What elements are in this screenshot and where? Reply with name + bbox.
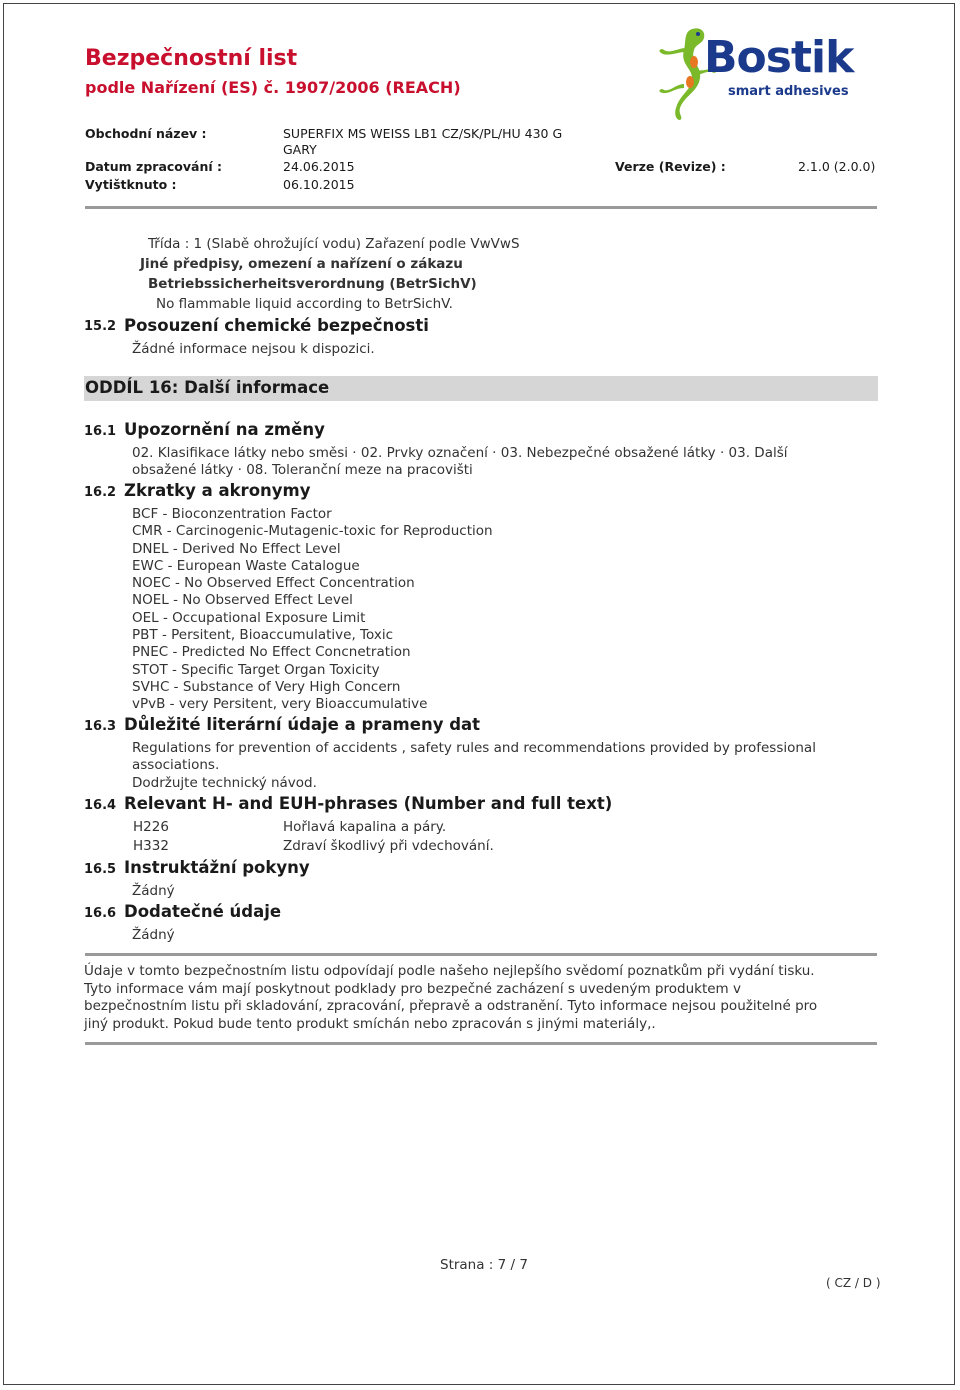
disclaimer-top-divider [85, 953, 877, 956]
disclaimer [84, 963, 879, 1033]
section-15-2-text: Žádné informace nejsou k dispozici. [132, 341, 375, 357]
section-16-title: ODDÍL 16: Další informace [85, 378, 330, 397]
other-regulations-heading: Jiné předpisy, omezení a nařízení o zákazu [140, 256, 463, 272]
list-item: EWC - European Waste Catalogue [132, 557, 360, 574]
section-16-3-line3: Dodržujte technický návod. [132, 775, 317, 791]
trade-name-value: SUPERFIX MS WEISS LB1 CZ/SK/PL/HU 430 G [283, 126, 563, 141]
section-16-1-line1: 02. Klasifikace látky nebo směsi · 02. Prvky označení · 03. Nebezpečné obsažené látky · 03. Další [132, 445, 788, 461]
section-16-4-number: 16.4 [84, 798, 117, 813]
section-16-6-number: 16.6 [84, 906, 117, 921]
list-item: OEL - Occupational Exposure Limit [132, 609, 366, 626]
list-item: vPvB - very Persitent, very Bioaccumulative [132, 696, 428, 713]
section-16-3-line2: associations. [132, 757, 220, 773]
page-number: Strana : 7 / 7 [440, 1257, 528, 1273]
version-label: Verze (Revize) : [615, 159, 726, 174]
header-divider [85, 206, 877, 209]
locale-code: ( CZ / D ) [826, 1276, 881, 1290]
list-item: NOEC - No Observed Effect Concentration [132, 575, 415, 592]
water-class-line: Třída : 1 (Slabě ohrožující vodu) Zařazení podle VwVwS [148, 236, 520, 252]
abbreviation-list [132, 506, 493, 714]
section-16-2-title: Zkratky a akronymy [124, 481, 311, 500]
section-15-2-title: Posouzení chemické bezpečnosti [124, 316, 429, 335]
h-phrase-text: Zdraví škodlivý při vdechování. [283, 838, 494, 854]
document-subtitle: podle Nařízení (ES) č. 1907/2006 (REACH) [85, 78, 461, 97]
brand-tagline: smart adhesives [728, 84, 849, 99]
disclaimer-line: Tyto informace vám mají poskytnout podklady pro bezpečné zacházení s uvedeným produktem v [84, 980, 741, 997]
section-16-3-title: Důležité literární údaje a prameny dat [124, 715, 481, 734]
section-16-6-text: Žádný [132, 927, 175, 943]
section-15-2-number: 15.2 [84, 319, 117, 334]
printed-label: Vytištknuto : [85, 177, 177, 192]
section-16-1-title: Upozornění na změny [124, 420, 325, 439]
section-16-5-title: Instruktážní pokyny [124, 858, 310, 877]
list-item: PNEC - Predicted No Effect Concnetration [132, 644, 411, 661]
list-item: PBT - Persitent, Bioaccumulative, Toxic [132, 627, 393, 644]
section-16-2-number: 16.2 [84, 485, 117, 500]
list-item: NOEL - No Observed Effect Level [132, 592, 353, 609]
printed-value: 06.10.2015 [283, 177, 355, 192]
list-item: DNEL - Derived No Effect Level [132, 540, 341, 557]
brand-name: Bostik [704, 32, 854, 83]
list-item: STOT - Specific Target Organ Toxicity [132, 661, 380, 678]
disclaimer-line: Údaje v tomto bezpečnostním listu odpovídají podle našeho nejlepšího svědomí poznatkům při vydání tisku. [84, 963, 815, 979]
trade-name-label: Obchodní název : [85, 126, 207, 141]
disclaimer-line: jiný produkt. Pokud bude tento produkt smíchán nebo zpracován s jinými materiály,. [84, 1015, 656, 1032]
date-value: 24.06.2015 [283, 159, 355, 174]
h-phrase-code: H332 [133, 838, 169, 854]
trade-name-value-cont: GARY [283, 142, 317, 157]
disclaimer-line: bezpečnostním listu při skladování, zpracování, přepravě a odstranění. Tyto informace nejsou použitelné pro [84, 998, 818, 1014]
disclaimer-bottom-divider [85, 1042, 877, 1045]
list-item: SVHC - Substance of Very High Concern [132, 678, 401, 695]
list-item: BCF - Bioconzentration Factor [132, 506, 332, 522]
section-16-1-line2: obsažené látky · 08. Toleranční meze na pracovišti [132, 462, 473, 478]
list-item: CMR - Carcinogenic-Mutagenic-toxic for Reproduction [132, 523, 493, 540]
betrsichv-text: No flammable liquid according to BetrSichV. [156, 296, 453, 312]
h-phrase-text: Hořlavá kapalina a páry. [283, 819, 447, 835]
document-title: Bezpečnostní list [85, 46, 298, 71]
section-16-3-line1: Regulations for prevention of accidents , safety rules and recommendations provided by professional [132, 740, 816, 756]
section-16-5-number: 16.5 [84, 862, 117, 877]
section-16-4-title: Relevant H- and EUH-phrases (Number and full text) [124, 794, 613, 813]
version-value: 2.1.0 (2.0.0) [798, 159, 876, 174]
section-16-6-title: Dodatečné údaje [124, 902, 282, 921]
betrsichv-heading: Betriebssicherheitsverordnung (BetrSichV) [148, 276, 477, 292]
date-label: Datum zpracování : [85, 159, 222, 174]
h-phrase-code: H226 [133, 819, 169, 835]
section-16-1-number: 16.1 [84, 424, 117, 439]
section-16-5-text: Žádný [132, 883, 175, 899]
section-16-3-number: 16.3 [84, 719, 117, 734]
section-16-banner [84, 376, 878, 401]
